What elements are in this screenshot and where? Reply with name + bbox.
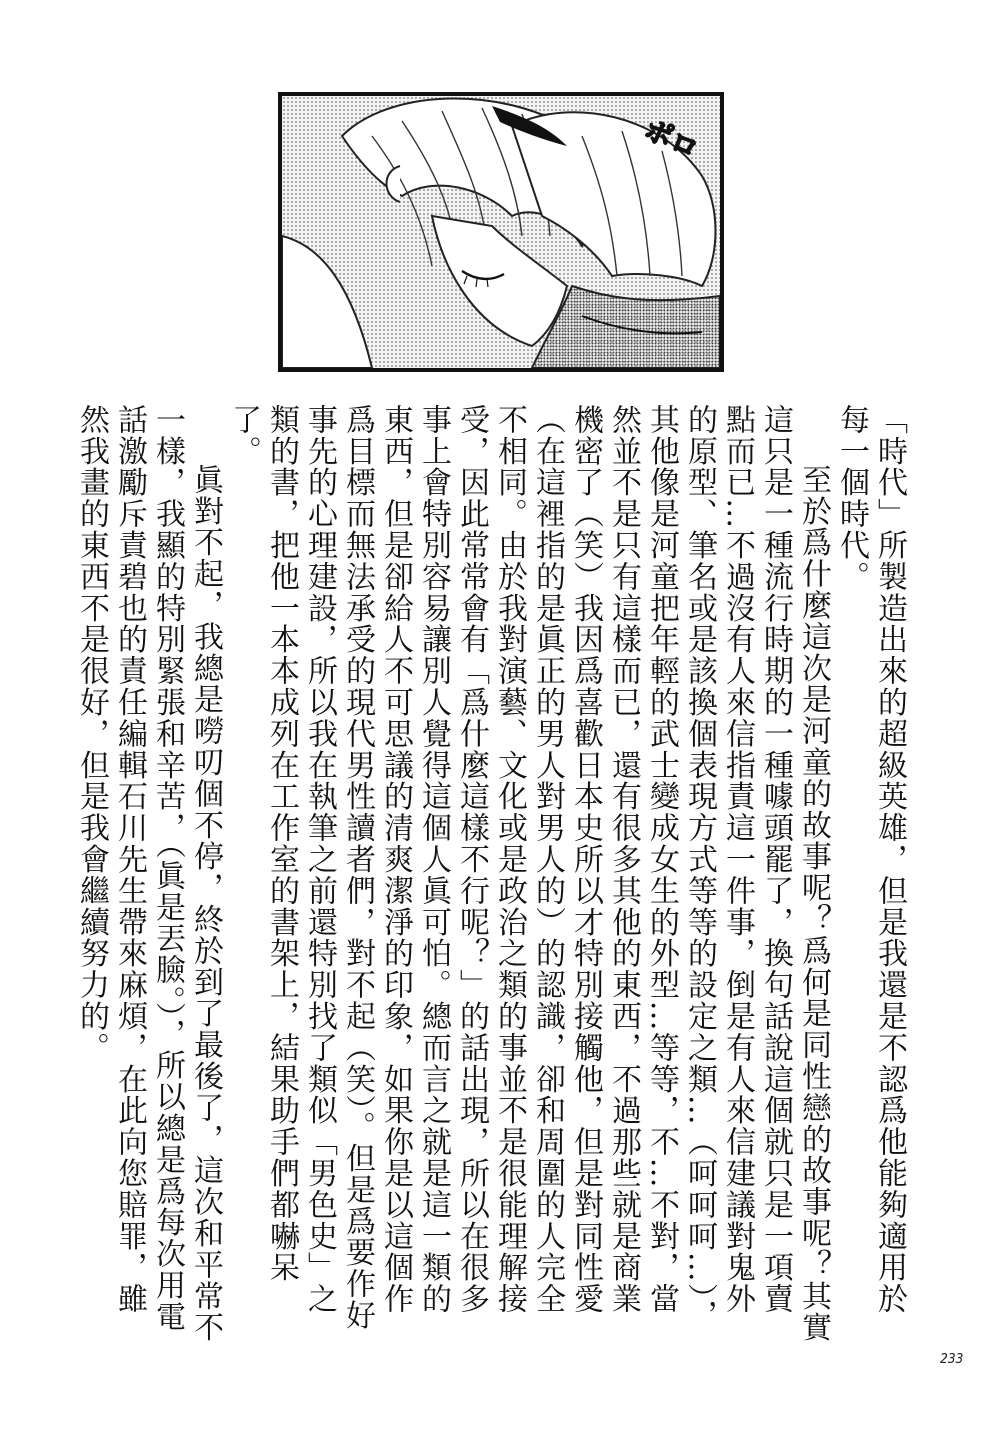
paragraph-2: 至於爲什麼這次是河童的故事呢？爲何是同性戀的故事呢？其實這只是一種流行時期的一種噱頭罷了，換句話說這個就只是一項賣點而已…不過沒有人來信指責這一件事，倒是有人來信建議對鬼外的原型、筆名或是該換個表現方式等等的設定之類…（呵呵呵…），其他像是河童把年輕的武士變成女生的外型…等等，不…不對，當然並不是只有這樣而已，還有很多其他的東西，不過那些就是商業機密了（笑）我因爲喜歡日本史所以才特別接觸他，但是對同性愛（在這裡指的是眞正的男人對男人的）的認識，卻和周圍的人完全不相同。由於我對演藝、文化或是政治之類的事並不是很能理解接受，因此常常會有「爲什麼這樣不行呢？」的話出現，所以在很多事上會特別容易讓別人覺得這個人眞可怕。總而言之就是這一類的東西，但是卻給人不可思議的清爽潔淨的印象，如果你是以這個作爲目標而無法承受的現代男性讀者們，對不起（笑）。但是爲要作好事先的心理建設，所以我在執筆之前還特別找了類似「男色史」之類的書，把他一本本成列在工作室的書架上，結果助手們都嚇呆了。 — [226, 404, 831, 1344]
manga-illustration-drawing — [282, 96, 720, 368]
page-number: 233 — [940, 1352, 964, 1367]
paragraph-1: 「時代」所製造出來的超級英雄，但是我還是不認爲他能夠適用於每一個時代。 — [834, 404, 907, 1315]
vertical-text-body — [72, 404, 908, 1344]
sfx-lettering: ポロ — [639, 112, 704, 167]
paragraph-3: 眞對不起，我總是嘮叨個不停，終於到了最後了，這次和平常不一樣，我顯的特別緊張和辛苦，（眞是丟臉。），所以總是爲每次用電話激勵斥責碧也的責任編輯石川先生帶來麻煩，在此向您賠罪，雖然我畫的東西不是很好，但是我會繼續努力的。 — [74, 404, 223, 1344]
manga-illustration — [278, 92, 724, 372]
